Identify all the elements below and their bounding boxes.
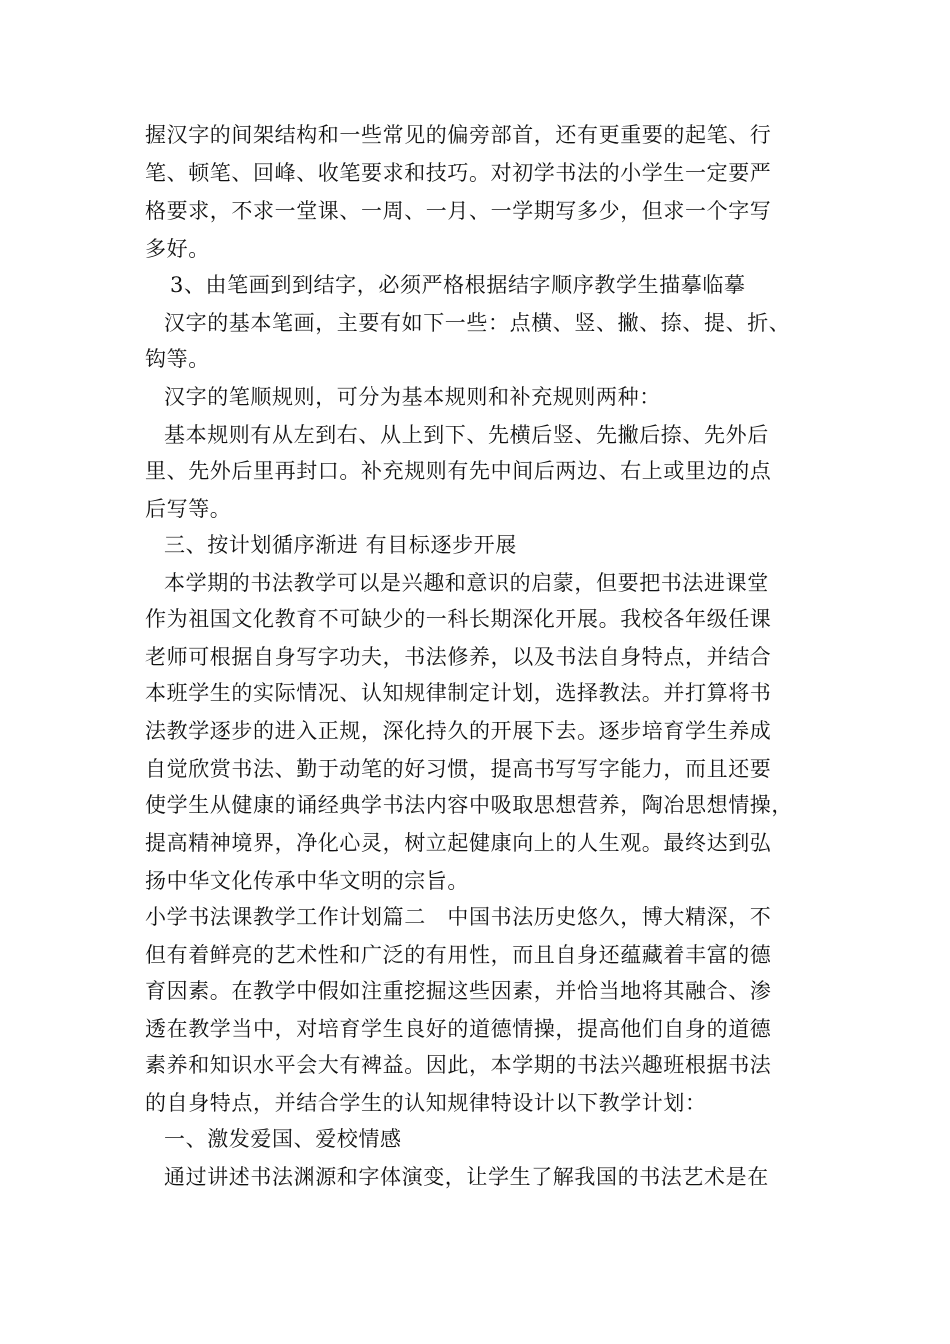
section-heading: 三、按计划循序渐进 有目标逐步开展 — [164, 533, 517, 557]
text-line: 使学生从健康的诵经典学书法内容中吸取思想营养，陶冶思想情操， — [145, 793, 793, 817]
text-line: 格要求，不求一堂课、一周、一月、一学期写多少，但求一个字写 — [145, 199, 772, 223]
text-line: 通过讲述书法渊源和字体演变，让学生了解我国的书法艺术是在 — [164, 1165, 769, 1189]
text-line: 自觉欣赏书法、勤于动笔的好习惯，提高书写写字能力，而且还要 — [145, 757, 772, 781]
text-line: 握汉字的间架结构和一些常见的偏旁部首，还有更重要的起笔、行 — [145, 123, 772, 147]
text-line: 多好。 — [145, 237, 210, 261]
text-line: 本班学生的实际情况、认知规律制定计划，选择教法。并打算将书 — [145, 681, 772, 705]
text-line: 扬中华文化传承中华文明的宗旨。 — [145, 869, 469, 893]
text-line: 里、先外后里再封口。补充规则有先中间后两边、右上或里边的点 — [145, 459, 772, 483]
text-line: 老师可根据自身写字功夫，书法修养，以及书法自身特点，并结合 — [145, 645, 772, 669]
text-line: 育因素。在教学中假如注重挖掘这些因素，并恰当地将其融合、渗 — [145, 979, 772, 1003]
text-line: 法教学逐步的进入正规，深化持久的开展下去。逐步培育学生养成 — [145, 719, 772, 743]
text-line: 本学期的书法教学可以是兴趣和意识的启蒙，但要把书法进课堂 — [164, 571, 769, 595]
text-line: 汉字的基本笔画，主要有如下一些：点横、竖、撇、捺、提、折、 — [164, 311, 791, 335]
text-line: 后写等。 — [145, 497, 232, 521]
text-line: 钩等。 — [145, 347, 210, 371]
section-heading: 一、激发爱国、爱校情感 — [164, 1127, 402, 1151]
text-line: 笔、顿笔、回峰、收笔要求和技巧。对初学书法的小学生一定要严 — [145, 161, 772, 185]
text-line: 小学书法课教学工作计划篇二 中国书法历史悠久，博大精深，不 — [145, 905, 772, 929]
text-line: 汉字的笔顺规则，可分为基本规则和补充规则两种： — [164, 385, 661, 409]
section-heading: 3、由笔画到到结字，必须严格根据结字顺序教学生描摹临摹 — [170, 273, 746, 297]
text-line: 素养和知识水平会大有裨益。因此，本学期的书法兴趣班根据书法 — [145, 1053, 772, 1077]
text-line: 提高精神境界，净化心灵，树立起健康向上的人生观。最终达到弘 — [145, 831, 772, 855]
text-line: 但有着鲜亮的艺术性和广泛的有用性，而且自身还蕴藏着丰富的德 — [145, 943, 772, 967]
text-line: 作为祖国文化教育不可缺少的一科长期深化开展。我校各年级任课 — [145, 607, 772, 631]
text-line: 的自身特点，并结合学生的认知规律特设计以下教学计划： — [145, 1091, 707, 1115]
text-line: 透在教学当中，对培育学生良好的道德情操，提高他们自身的道德 — [145, 1017, 772, 1041]
text-line: 基本规则有从左到右、从上到下、先横后竖、先撇后捺、先外后 — [164, 423, 769, 447]
